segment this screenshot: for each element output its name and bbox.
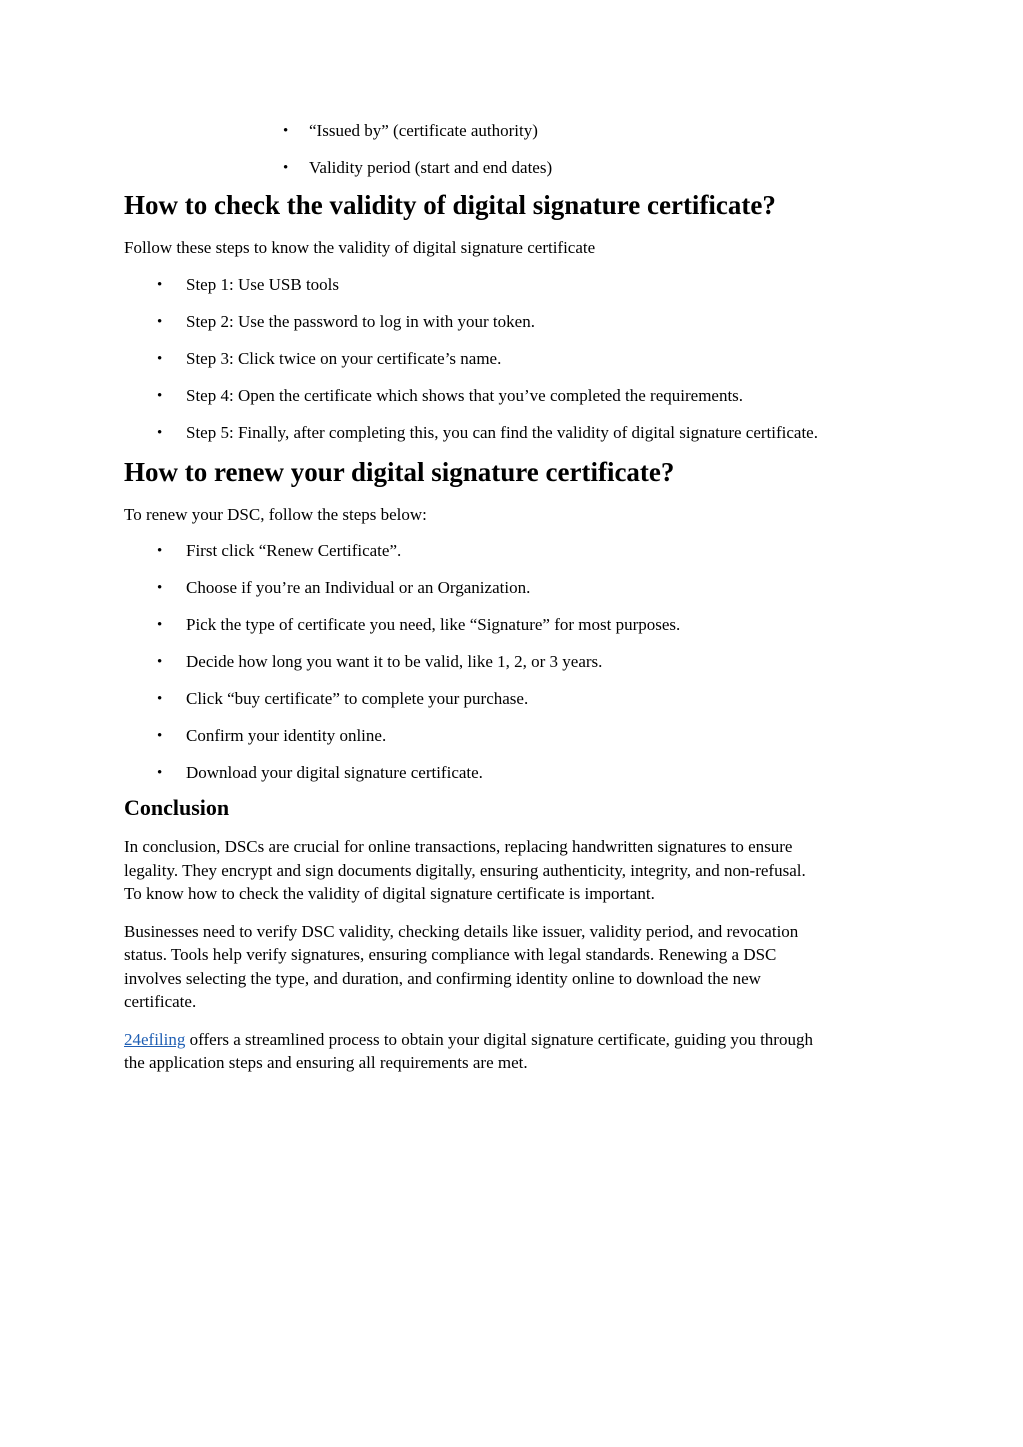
list-item: • Decide how long you want it to be valid, like 1, 2, or 3 years. — [157, 652, 603, 671]
paragraph-line: legality. They encrypt and sign documents digitally, ensuring authenticity, integrity, and non-refusal. — [124, 860, 806, 880]
paragraph-line: In conclusion, DSCs are crucial for online transactions, replacing handwritten signatures to ensure — [124, 837, 793, 856]
list-item: • Click “buy certificate” to complete your purchase. — [157, 689, 529, 708]
bullet-icon: • — [283, 123, 289, 139]
renew-intro: To renew your DSC, follow the steps below: — [124, 504, 427, 524]
list-item: • Step 4: Open the certificate which shows that you’ve completed the requirements. — [157, 385, 744, 405]
check-validity-heading: How to check the validity of digital signature certificate? — [124, 190, 776, 220]
conclusion-heading: Conclusion — [124, 795, 230, 820]
bullet-icon: • — [157, 424, 163, 441]
paragraph-line: status. Tools help verify signatures, ensuring compliance with legal standards. Renewing a DSC — [124, 945, 777, 964]
24efiling-link[interactable]: 24efiling — [124, 1029, 186, 1049]
bullet-icon: • — [157, 276, 163, 293]
bullet-icon: • — [157, 728, 163, 744]
bullet-icon: • — [157, 765, 163, 781]
list-item: • First click “Renew Certificate”. — [157, 541, 402, 560]
renew-steps — [124, 540, 904, 784]
list-item: • Step 2: Use the password to log in with your token. — [157, 311, 535, 331]
bullet-icon: • — [157, 691, 163, 707]
renew-heading: How to renew your digital signature certificate? — [124, 456, 675, 487]
conclusion-paragraph-1 — [124, 835, 904, 906]
bullet-icon: • — [283, 160, 289, 176]
bullet-icon: • — [157, 654, 163, 670]
list-item: • Validity period (start and end dates) — [283, 158, 553, 177]
list-item: • Step 5: Finally, after completing this, you can find the validity of digital signature certificate. — [157, 422, 818, 442]
paragraph-line: certificate. — [124, 992, 197, 1011]
paragraph-line: offers a streamlined process to obtain your digital signature certificate, guiding you through — [185, 1029, 813, 1049]
paragraph-line: Businesses need to verify DSC validity, checking details like issuer, validity period, and revocation — [124, 921, 799, 941]
check-validity-intro: Follow these steps to know the validity of digital signature certificate — [124, 238, 596, 257]
list-item: • Choose if you’re an Individual or an Organization. — [157, 578, 531, 597]
list-item: • Step 1: Use USB tools — [157, 274, 340, 294]
bullet-icon: • — [157, 313, 163, 330]
document-content — [124, 120, 904, 1075]
list-item: • Download your digital signature certificate. — [157, 763, 483, 782]
bullet-icon: • — [157, 387, 163, 404]
bullet-icon: • — [157, 350, 163, 367]
paragraph-line: involves selecting the type, and duration, and confirming identity online to download the new — [124, 968, 761, 988]
bullet-icon: • — [157, 543, 163, 559]
list-item: • “Issued by” (certificate authority) — [283, 121, 538, 140]
check-validity-steps — [124, 274, 904, 444]
list-item: • Pick the type of certificate you need, like “Signature” for most purposes. — [157, 615, 681, 634]
bullet-icon: • — [157, 580, 163, 596]
list-item: • Confirm your identity online. — [157, 726, 387, 745]
certificate-details-list — [124, 120, 904, 179]
conclusion-paragraph-2 — [124, 920, 904, 1014]
paragraph-line: the application steps and ensuring all requirements are met. — [124, 1053, 528, 1072]
conclusion-paragraph-3 — [124, 1028, 904, 1075]
paragraph-line: To know how to check the validity of digital signature certificate is important. — [124, 884, 655, 903]
list-item: • Step 3: Click twice on your certificate’s name. — [157, 348, 502, 368]
bullet-icon: • — [157, 617, 163, 633]
